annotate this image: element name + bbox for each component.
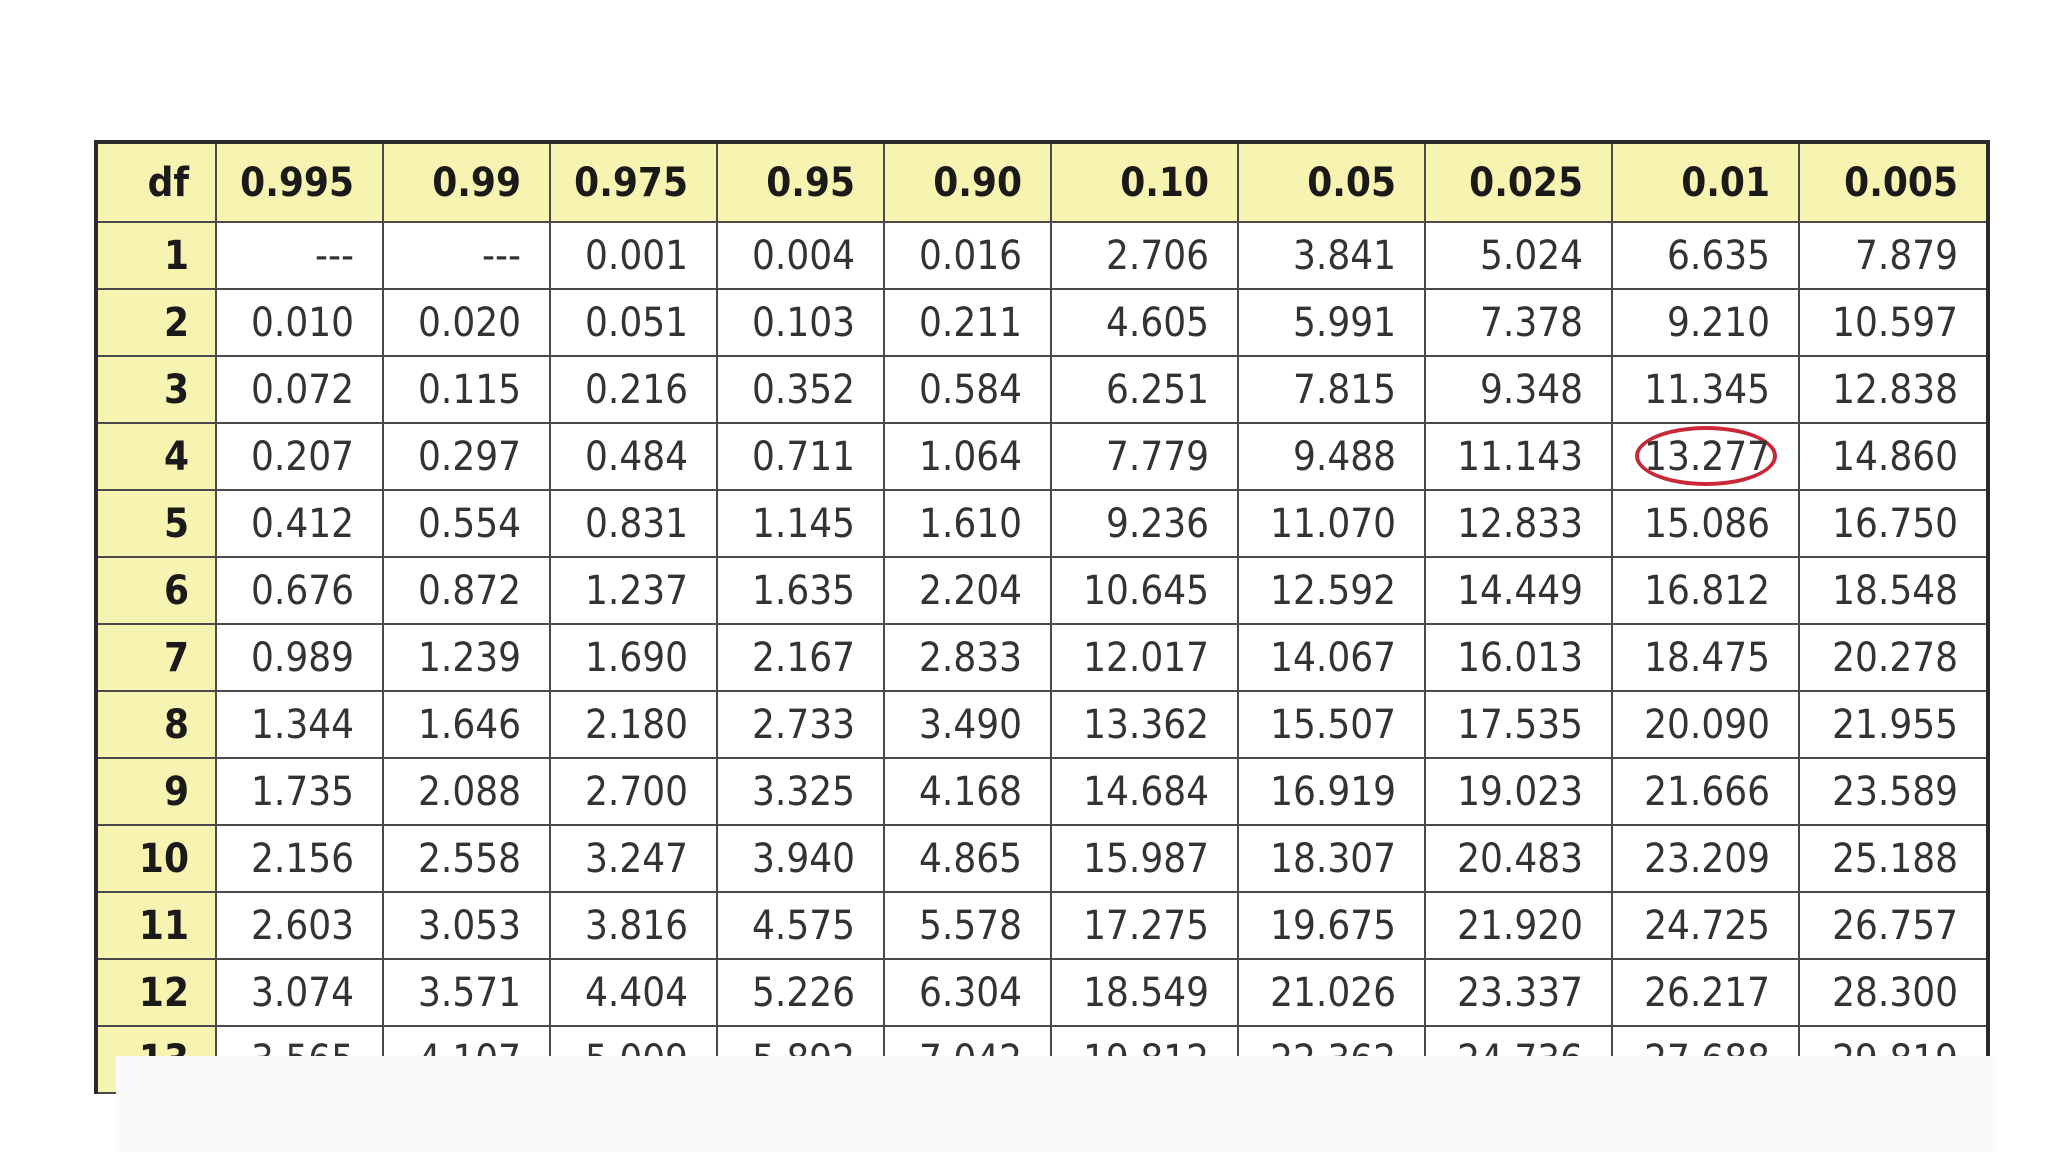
- table-cell: 0.211: [884, 289, 1051, 356]
- table-cell: 2.700: [550, 758, 717, 825]
- table-row: [96, 624, 1988, 691]
- table-cell: ---: [216, 222, 383, 289]
- table-cell: 18.475: [1612, 624, 1799, 691]
- table-cell: 18.549: [1051, 959, 1238, 1026]
- table-cell: 20.483: [1425, 825, 1612, 892]
- table-cell: 0.872: [383, 557, 550, 624]
- table-row: [96, 892, 1988, 959]
- table-cell: 3.247: [550, 825, 717, 892]
- column-header-alpha: 0.99: [383, 142, 550, 222]
- table-cell: 1.635: [717, 557, 884, 624]
- table-cell: 21.026: [1238, 959, 1425, 1026]
- row-header-df: 4: [96, 423, 216, 490]
- table-cell: 5.024: [1425, 222, 1612, 289]
- table-cell: 12.592: [1238, 557, 1425, 624]
- table-cell: 0.207: [216, 423, 383, 490]
- table-row: [96, 289, 1988, 356]
- table-cell: 3.053: [383, 892, 550, 959]
- table-cell: 18.307: [1238, 825, 1425, 892]
- table-cell: 15.987: [1051, 825, 1238, 892]
- column-header-alpha: 0.95: [717, 142, 884, 222]
- table-row: [96, 557, 1988, 624]
- table-cell: 0.010: [216, 289, 383, 356]
- table-cell: 1.237: [550, 557, 717, 624]
- table-cell: 15.507: [1238, 691, 1425, 758]
- table-cell: 23.209: [1612, 825, 1799, 892]
- table-cell: 14.684: [1051, 758, 1238, 825]
- table-cell: 23.337: [1425, 959, 1612, 1026]
- table-cell: 2.180: [550, 691, 717, 758]
- table-cell: 5.578: [884, 892, 1051, 959]
- table-cell: 5.991: [1238, 289, 1425, 356]
- table-cell: 12.017: [1051, 624, 1238, 691]
- table-cell: 5.226: [717, 959, 884, 1026]
- table-cell: 0.016: [884, 222, 1051, 289]
- table-cell: 17.275: [1051, 892, 1238, 959]
- table-row: [96, 691, 1988, 758]
- table-cell: 12.833: [1425, 490, 1612, 557]
- table-cell: 11.070: [1238, 490, 1425, 557]
- table-cell: 21.920: [1425, 892, 1612, 959]
- table-cell: 0.051: [550, 289, 717, 356]
- table-cell: 10.597: [1799, 289, 1988, 356]
- table-cell: 0.676: [216, 557, 383, 624]
- table-cell: 14.067: [1238, 624, 1425, 691]
- table-cell: 1.064: [884, 423, 1051, 490]
- table-cell: 0.412: [216, 490, 383, 557]
- table-cell: 0.004: [717, 222, 884, 289]
- table-cell: 0.216: [550, 356, 717, 423]
- row-header-df: 12: [96, 959, 216, 1026]
- row-header-df: 8: [96, 691, 216, 758]
- table-cell: 2.706: [1051, 222, 1238, 289]
- table-cell: 0.554: [383, 490, 550, 557]
- table-cell: 9.348: [1425, 356, 1612, 423]
- row-header-df: 1: [96, 222, 216, 289]
- table-cell: 0.103: [717, 289, 884, 356]
- table-cell: 20.090: [1612, 691, 1799, 758]
- table-cell: 1.145: [717, 490, 884, 557]
- table-cell: 18.548: [1799, 557, 1988, 624]
- table-cell: 2.733: [717, 691, 884, 758]
- table-cell: 2.167: [717, 624, 884, 691]
- table-cell: 7.378: [1425, 289, 1612, 356]
- table-row: [96, 758, 1988, 825]
- table-row: [96, 222, 1988, 289]
- column-header-alpha: 0.005: [1799, 142, 1988, 222]
- table-cell: 0.072: [216, 356, 383, 423]
- row-header-df: 5: [96, 490, 216, 557]
- table-cell: 6.635: [1612, 222, 1799, 289]
- table-cell: 4.404: [550, 959, 717, 1026]
- table-cell: 4.168: [884, 758, 1051, 825]
- table-cell: 16.919: [1238, 758, 1425, 825]
- table-cell: 11.345: [1612, 356, 1799, 423]
- table-cell: 16.812: [1612, 557, 1799, 624]
- table-row: [96, 959, 1988, 1026]
- table-cell: 21.955: [1799, 691, 1988, 758]
- table-cell: 3.571: [383, 959, 550, 1026]
- column-header-alpha: 0.01: [1612, 142, 1799, 222]
- table-cell: 3.841: [1238, 222, 1425, 289]
- table-cell: 0.001: [550, 222, 717, 289]
- table-cell: 1.610: [884, 490, 1051, 557]
- table-cell: 6.251: [1051, 356, 1238, 423]
- table-cell: 1.344: [216, 691, 383, 758]
- table-cell: 1.735: [216, 758, 383, 825]
- table-cell: 2.088: [383, 758, 550, 825]
- row-header-df: 11: [96, 892, 216, 959]
- table-cell: 19.023: [1425, 758, 1612, 825]
- table-cell: 3.325: [717, 758, 884, 825]
- table-cell: 3.074: [216, 959, 383, 1026]
- column-header-alpha: 0.975: [550, 142, 717, 222]
- table-row: [96, 490, 1988, 557]
- table-cell: 3.816: [550, 892, 717, 959]
- column-header-df: df: [96, 142, 216, 222]
- table-cell: 0.297: [383, 423, 550, 490]
- table-cell: 17.535: [1425, 691, 1612, 758]
- table-cell: 12.838: [1799, 356, 1988, 423]
- table-cell: 3.490: [884, 691, 1051, 758]
- table-cell: 0.831: [550, 490, 717, 557]
- table-cell: 2.156: [216, 825, 383, 892]
- table-row: [96, 423, 1988, 490]
- chi-square-table: [94, 140, 1990, 1094]
- table-row: [96, 825, 1988, 892]
- table-cell: 25.188: [1799, 825, 1988, 892]
- table-cell: 0.115: [383, 356, 550, 423]
- row-header-df: 3: [96, 356, 216, 423]
- table-cell: 0.711: [717, 423, 884, 490]
- row-header-df: 9: [96, 758, 216, 825]
- table-cell: 3.940: [717, 825, 884, 892]
- table-cell: 1.239: [383, 624, 550, 691]
- table-cell: 24.725: [1612, 892, 1799, 959]
- table-cell: 4.605: [1051, 289, 1238, 356]
- table-cell: 13.362: [1051, 691, 1238, 758]
- column-header-alpha: 0.025: [1425, 142, 1612, 222]
- table-row: [96, 356, 1988, 423]
- table-cell: 0.584: [884, 356, 1051, 423]
- column-header-alpha: 0.995: [216, 142, 383, 222]
- table-cell: 7.879: [1799, 222, 1988, 289]
- column-header-alpha: 0.10: [1051, 142, 1238, 222]
- table-cell: 10.645: [1051, 557, 1238, 624]
- table-cell: 20.278: [1799, 624, 1988, 691]
- table-cell: 9.488: [1238, 423, 1425, 490]
- table-cell: 4.865: [884, 825, 1051, 892]
- column-header-alpha: 0.05: [1238, 142, 1425, 222]
- table-cell: 7.779: [1051, 423, 1238, 490]
- table-cell: 0.020: [383, 289, 550, 356]
- table-cell: 26.757: [1799, 892, 1988, 959]
- table-cell: 26.217: [1612, 959, 1799, 1026]
- table-cell: 23.589: [1799, 758, 1988, 825]
- row-header-df: 6: [96, 557, 216, 624]
- row-header-df: 2: [96, 289, 216, 356]
- table-cell: 21.666: [1612, 758, 1799, 825]
- bottom-band: [116, 1056, 1996, 1152]
- table-viewport: [94, 140, 1986, 1056]
- table-cell: 1.690: [550, 624, 717, 691]
- table-cell: 14.449: [1425, 557, 1612, 624]
- table-cell: 0.989: [216, 624, 383, 691]
- table-cell: 19.675: [1238, 892, 1425, 959]
- table-cell: 2.558: [383, 825, 550, 892]
- table-body: [96, 222, 1988, 1093]
- highlighted-cell: [1612, 423, 1799, 490]
- table-cell: 16.013: [1425, 624, 1612, 691]
- table-cell: 15.086: [1612, 490, 1799, 557]
- table-cell: 7.815: [1238, 356, 1425, 423]
- table-cell: 11.143: [1425, 423, 1612, 490]
- table-cell: 28.300: [1799, 959, 1988, 1026]
- table-cell: 2.833: [884, 624, 1051, 691]
- row-header-df: 7: [96, 624, 216, 691]
- table-cell: 16.750: [1799, 490, 1988, 557]
- table-cell: 9.236: [1051, 490, 1238, 557]
- table-cell: 9.210: [1612, 289, 1799, 356]
- table-cell: 6.304: [884, 959, 1051, 1026]
- table-cell: ---: [383, 222, 550, 289]
- column-header-alpha: 0.90: [884, 142, 1051, 222]
- row-header-df: 10: [96, 825, 216, 892]
- table-cell: 2.204: [884, 557, 1051, 624]
- table-cell: 14.860: [1799, 423, 1988, 490]
- table-cell: 4.575: [717, 892, 884, 959]
- table-cell: 0.352: [717, 356, 884, 423]
- table-cell: 0.484: [550, 423, 717, 490]
- table-cell: 2.603: [216, 892, 383, 959]
- table-cell: 1.646: [383, 691, 550, 758]
- highlighted-value: 13.277: [1644, 433, 1770, 480]
- table-header-row: [96, 142, 1988, 222]
